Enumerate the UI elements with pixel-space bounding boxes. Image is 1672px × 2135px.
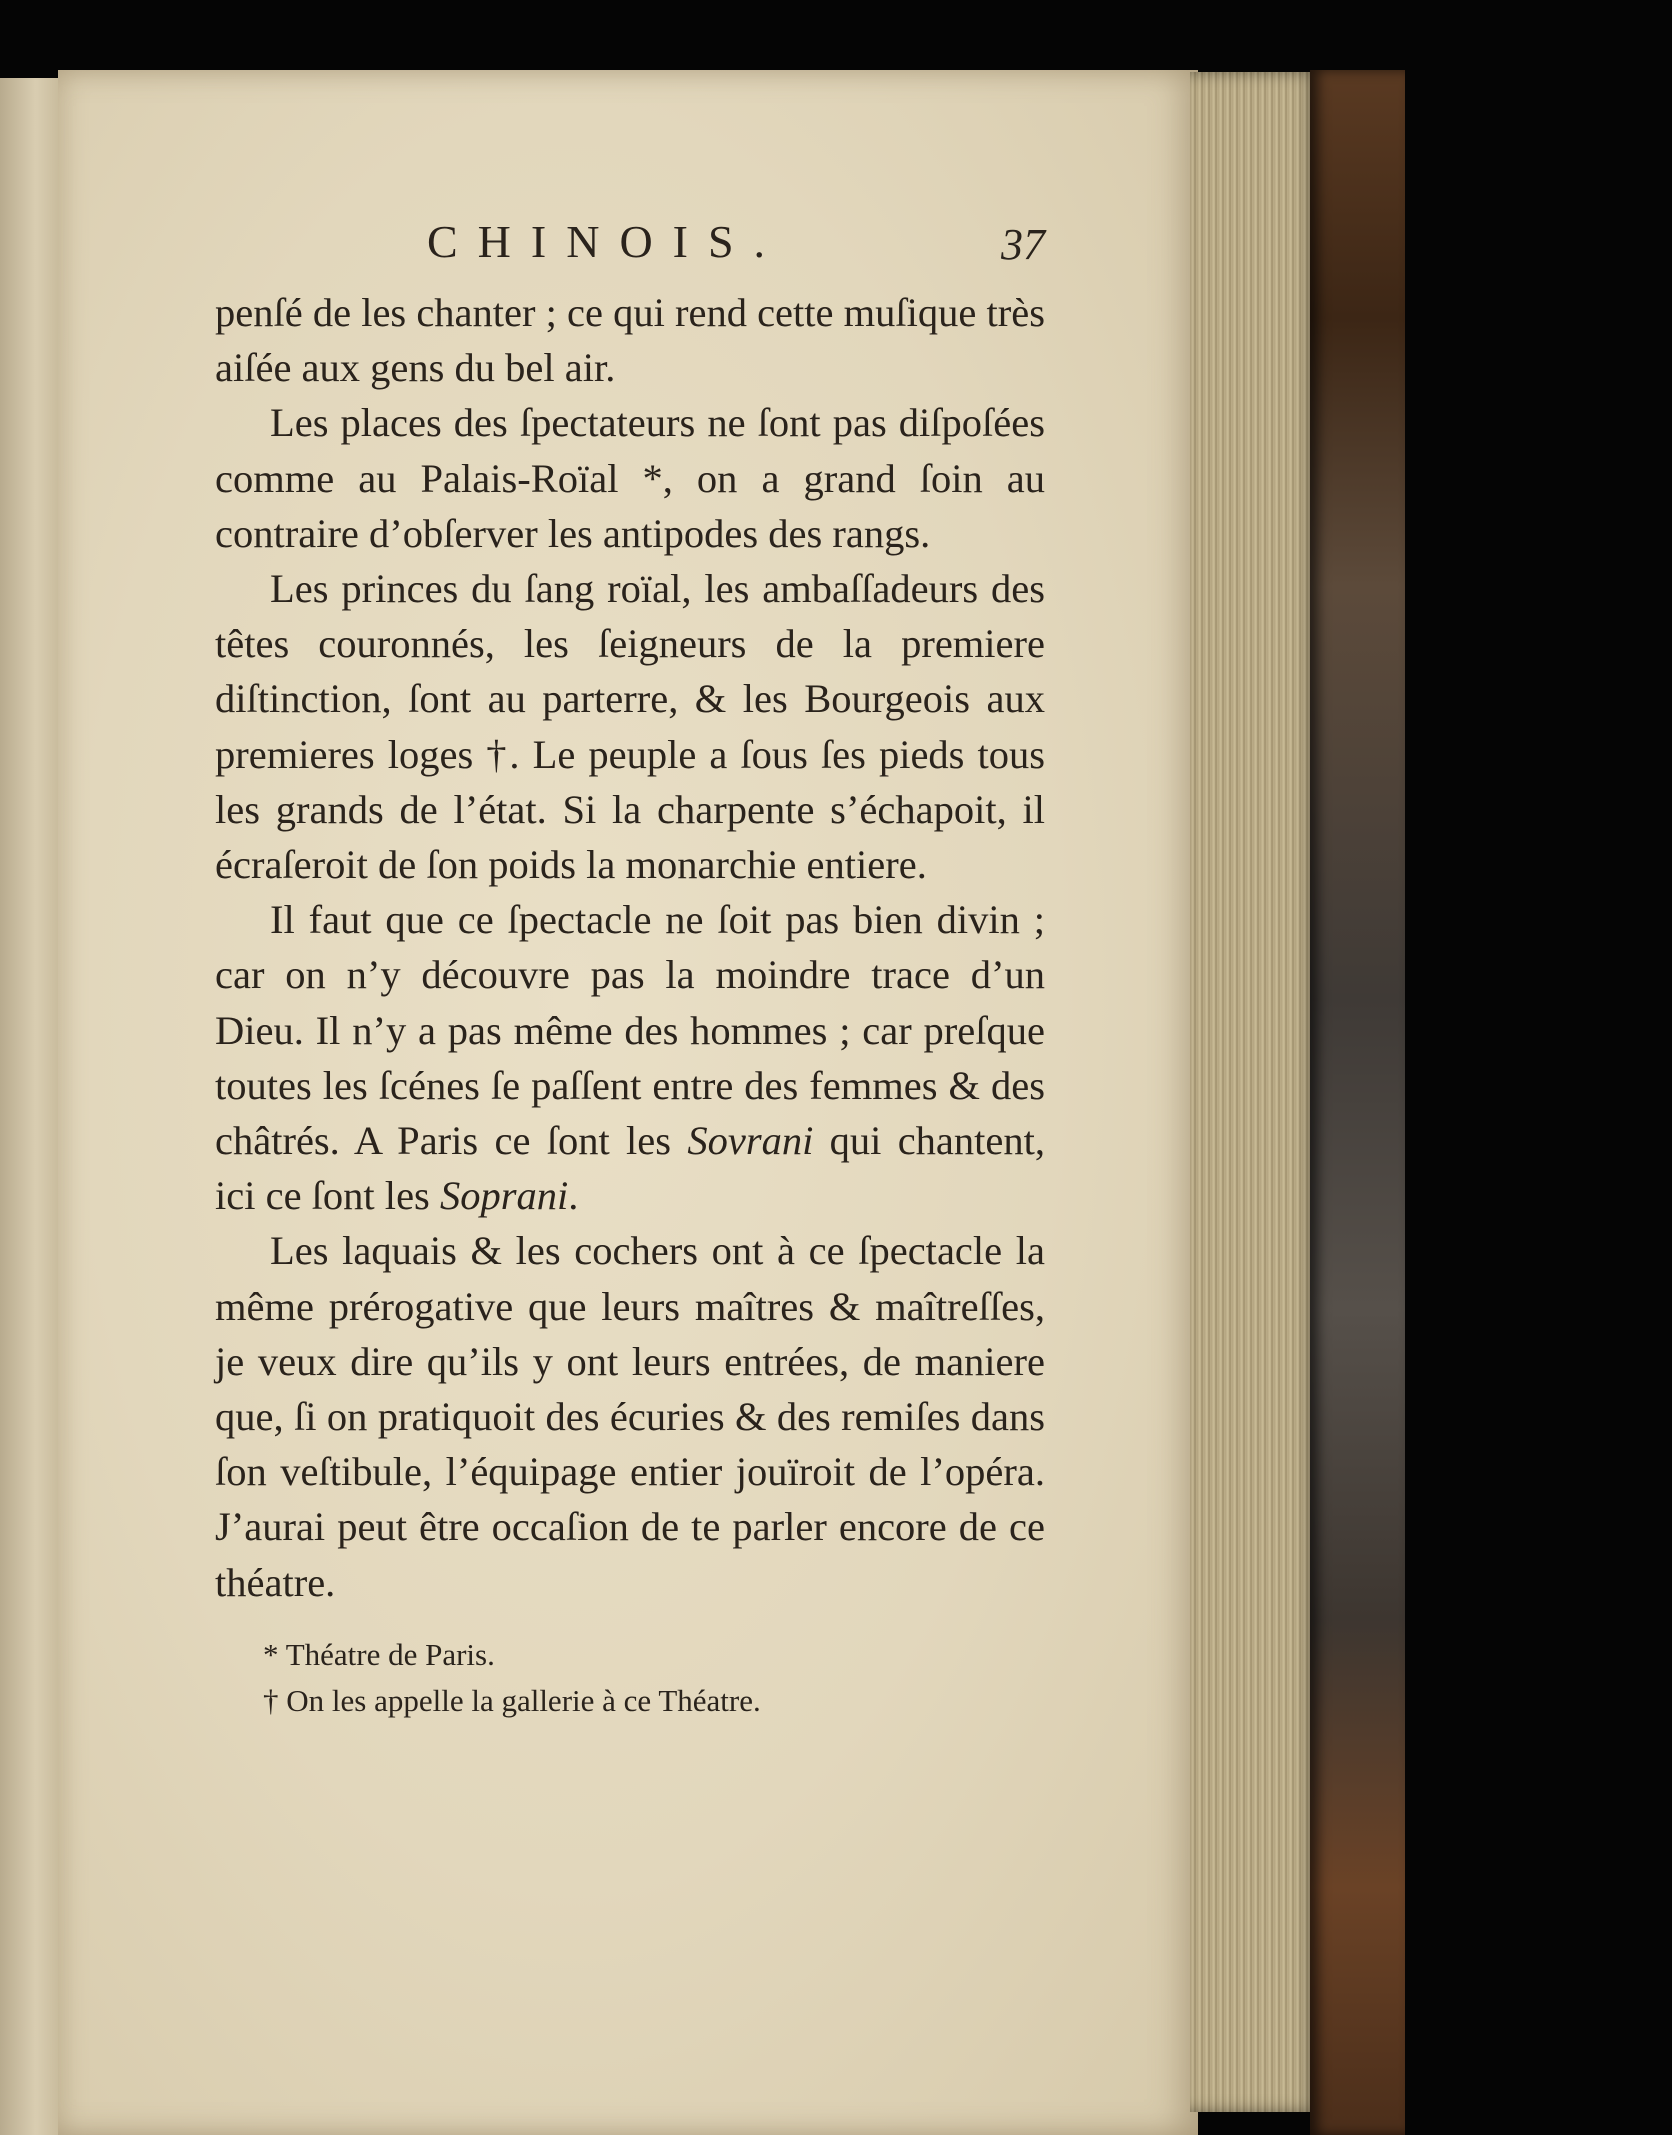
italic-sovrani: Sovrani (687, 1118, 814, 1164)
paragraph-spectacle-text-2: qui chantent, ici ce ſont les (215, 1118, 1046, 1219)
footnote-gap (215, 1610, 1045, 1632)
page-text-block (215, 215, 1045, 1724)
paragraph-seating: Les places des ſpectateurs ne ſont pas diſpoſées comme au Palais-Roïal *, on a grand ſoin au contraire d’obſerver les antipodes des rangs. (215, 400, 1045, 556)
paragraph-princes: Les princes du ſang roïal, les ambaſſadeurs des têtes couronnés, les ſeigneurs de la premiere diſtinction, ſont au parterre, & les Bourgeois aux premieres loges †. Le peuple a ſous ſes pieds tous les grands de l’état. Si la charpente s’échapoit, il écraſeroit de ſon poids la monarchie entiere. (215, 566, 1045, 888)
page-fore-edge (1190, 72, 1320, 2112)
paragraph-spectacle-text-3: . (568, 1173, 579, 1219)
footnote-2: † On les appelle la gallerie à ce Théatre. (263, 1682, 761, 1718)
footnote-1: * Théatre de Paris. (263, 1636, 495, 1672)
running-head (215, 215, 1045, 285)
running-head-title: CHINOIS. (427, 216, 786, 267)
leather-cover-edge (1310, 70, 1405, 2135)
italic-soprani: Soprani (439, 1173, 569, 1219)
paragraph-continuation: penſé de les chanter ; ce qui rend cette muſique très aiſée aux gens du bel air. (215, 290, 1045, 391)
facing-page-edge (0, 78, 63, 2135)
paragraph-lackeys: Les laquais & les cochers ont à ce ſpectacle la même prérogative que leurs maîtres & maîtreſſes, je veux dire qu’ils y ont leurs entrées, de maniere que, ſi on pratiquoit des écuries & des remiſes dans ſon veſtibule, l’équipage entier jouïroit de l’opéra. J’aurai peut être occaſion de te parler encore de ce théatre. (215, 1228, 1045, 1605)
paragraph-spectacle-text-1: Il faut que ce ſpectacle ne ſoit pas bien divin ; car on n’y découvre pas la moindre trace d’un Dieu. Il n’y a pas même des hommes ; car preſque toutes les ſcénes ſe paſſent entre des femmes & des châtrés. A Paris ce ſont les (215, 897, 1045, 1164)
page-number: 37 (1001, 220, 1045, 269)
paragraph-spectacle (215, 892, 1045, 1223)
